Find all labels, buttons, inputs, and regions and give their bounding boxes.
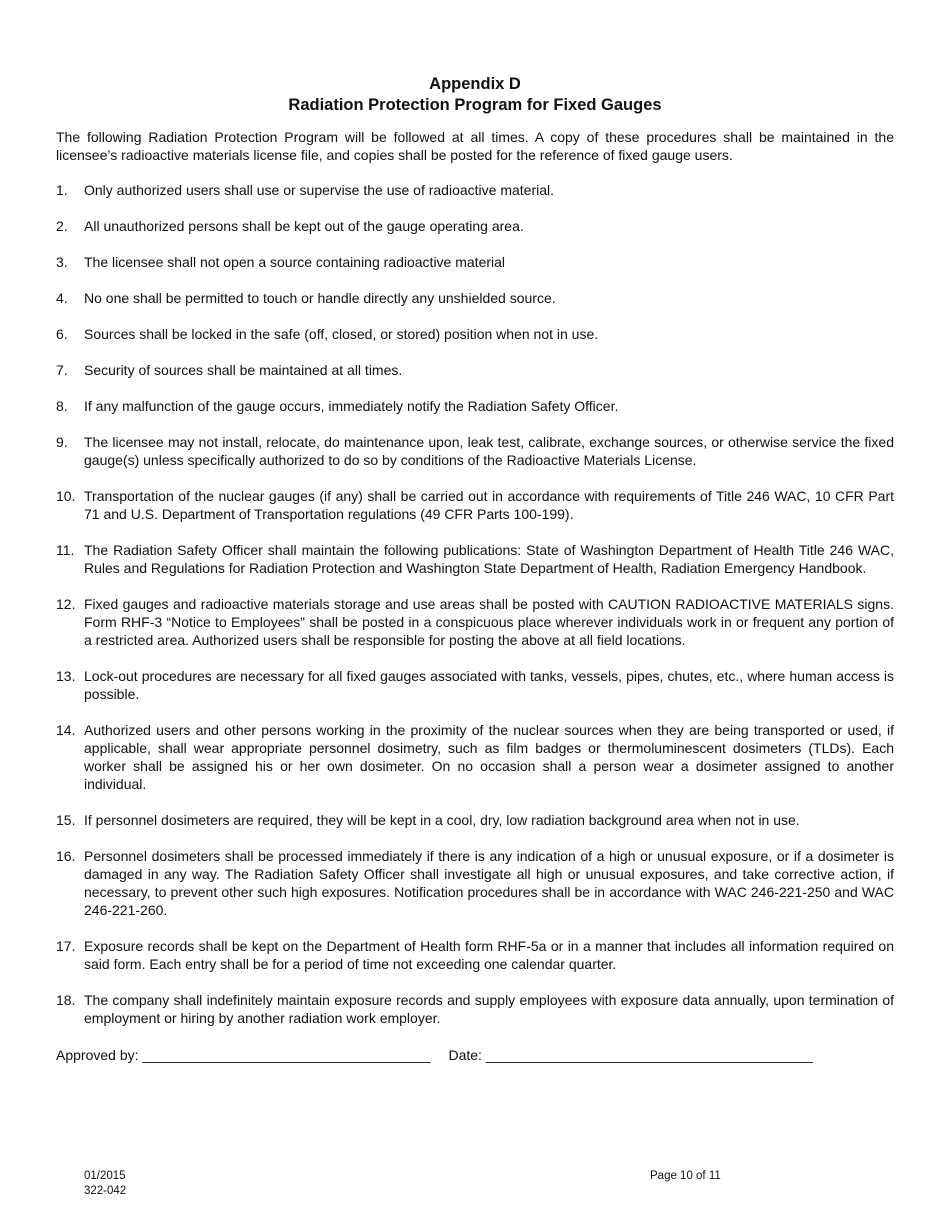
item-text: The Radiation Safety Officer shall maintain the following publications: State of Washington Department of Health Title 246 WAC, Rules and Regulations for Radiation Protection and Washington State Department of Health, Radiation Emergency Handbook. [84,542,894,576]
item-number: 15. [56,812,76,828]
list-item [56,595,894,649]
item-number: 18. [56,992,76,1008]
list-item [56,667,894,703]
item-text: Authorized users and other persons working in the proximity of the nuclear sources when they are being transported or used, if applicable, shall wear appropriate personnel dosimetry, such as film badges or thermoluminescent dosimeters (TLDs). Each worker shall be assigned his or her own dosimeter. On no occasion shall a person wear a dosimeter assigned to another individual. [84,722,894,792]
item-number: 12. [56,596,76,612]
item-text: Security of sources shall be maintained at all times. [84,362,403,378]
item-number: 4. [56,290,68,306]
item-text: The company shall indefinitely maintain exposure records and supply employees with exposure data annually, upon termination of employment or hiring by another radiation work employer. [84,992,894,1026]
list-item [56,847,894,919]
item-number: 7. [56,362,68,378]
list-item [56,487,894,523]
item-text: Sources shall be locked in the safe (off, closed, or stored) position when not in use. [84,326,599,342]
date-field: Date: __________________________________________ [448,1047,813,1063]
approval-line [56,1046,894,1064]
item-text: Lock-out procedures are necessary for all fixed gauges associated with tanks, vessels, pipes, chutes, etc., where human access is possible. [84,668,894,702]
item-text: Personnel dosimeters shall be processed immediately if there is any indication of a high or unusual exposure, or if a dosimeter is damaged in any way. The Radiation Safety Officer shall investigate all high or unusual exposures, and take corrective action, if necessary, to prevent other such high exposures. Notification procedures shall be in accordance with WAC 246-221-250 and WAC 246-221-260. [84,848,894,918]
footer-form-number: 322-042 [84,1185,127,1197]
list-item [56,181,894,199]
document-page [56,74,894,1064]
list-item [56,991,894,1027]
document-title [56,74,894,116]
item-text: Only authorized users shall use or supervise the use of radioactive material. [84,182,555,198]
list-item [56,217,894,235]
item-number: 16. [56,848,76,864]
intro-paragraph: The following Radiation Protection Program will be followed at all times. A copy of these procedures shall be maintained in the licensee’s radioactive materials license file, and copies shall be posted for the reference of fixed gauge users. [56,129,894,163]
footer-date: 01/2015 [84,1170,126,1182]
item-number: 13. [56,668,76,684]
list-item [56,397,894,415]
item-text: The licensee shall not open a source containing radioactive material [84,254,506,270]
list-item [56,253,894,271]
procedure-list [56,181,894,1027]
approved-by-field: Approved by: _____________________________________ [56,1047,431,1063]
item-number: 14. [56,722,76,738]
item-text: If personnel dosimeters are required, they will be kept in a cool, dry, low radiation background area when not in use. [84,812,800,828]
item-number: 3. [56,254,68,270]
list-item [56,289,894,307]
item-number: 10. [56,488,76,504]
program-heading: Radiation Protection Program for Fixed Gauges [288,96,662,114]
item-text: No one shall be permitted to touch or handle directly any unshielded source. [84,290,556,306]
list-item [56,541,894,577]
list-item [56,721,894,793]
item-number: 8. [56,398,68,414]
list-item [56,433,894,469]
appendix-heading: Appendix D [429,75,521,93]
item-number: 2. [56,218,68,234]
item-text: Exposure records shall be kept on the Department of Health form RHF-5a or in a manner that includes all information required on said form. Each entry shall be for a period of time not exceeding one calendar quarter. [84,938,894,972]
footer-form-info [84,1169,126,1199]
item-number: 17. [56,938,76,954]
item-text: Fixed gauges and radioactive materials storage and use areas shall be posted with CAUTION RADIOACTIVE MATERIALS signs. Form RHF-3 “Notice to Employees” shall be posted in a conspicuous place wherever individuals work in or frequent any portion of a restricted area. Authorized users shall be responsible for posting the above at all field locations. [84,596,894,648]
list-item [56,937,894,973]
item-number: 1. [56,182,68,198]
item-text: If any malfunction of the gauge occurs, immediately notify the Radiation Safety Officer. [84,398,619,414]
list-item [56,811,894,829]
item-text: All unauthorized persons shall be kept out of the gauge operating area. [84,218,524,234]
item-number: 9. [56,434,68,450]
item-text: Transportation of the nuclear gauges (if any) shall be carried out in accordance with requirements of Title 246 WAC, 10 CFR Part 71 and U.S. Department of Transportation regulations (49 CFR Parts 100-199). [84,488,894,522]
item-number: 11. [56,542,75,558]
footer-page-number: Page 10 of 11 [650,1170,721,1182]
list-item [56,361,894,379]
list-item [56,325,894,343]
item-number: 6. [56,326,68,342]
item-text: The licensee may not install, relocate, do maintenance upon, leak test, calibrate, exchange sources, or otherwise service the fixed gauge(s) unless specifically authorized to do so by conditions of the Radioactive Materials License. [84,434,894,468]
